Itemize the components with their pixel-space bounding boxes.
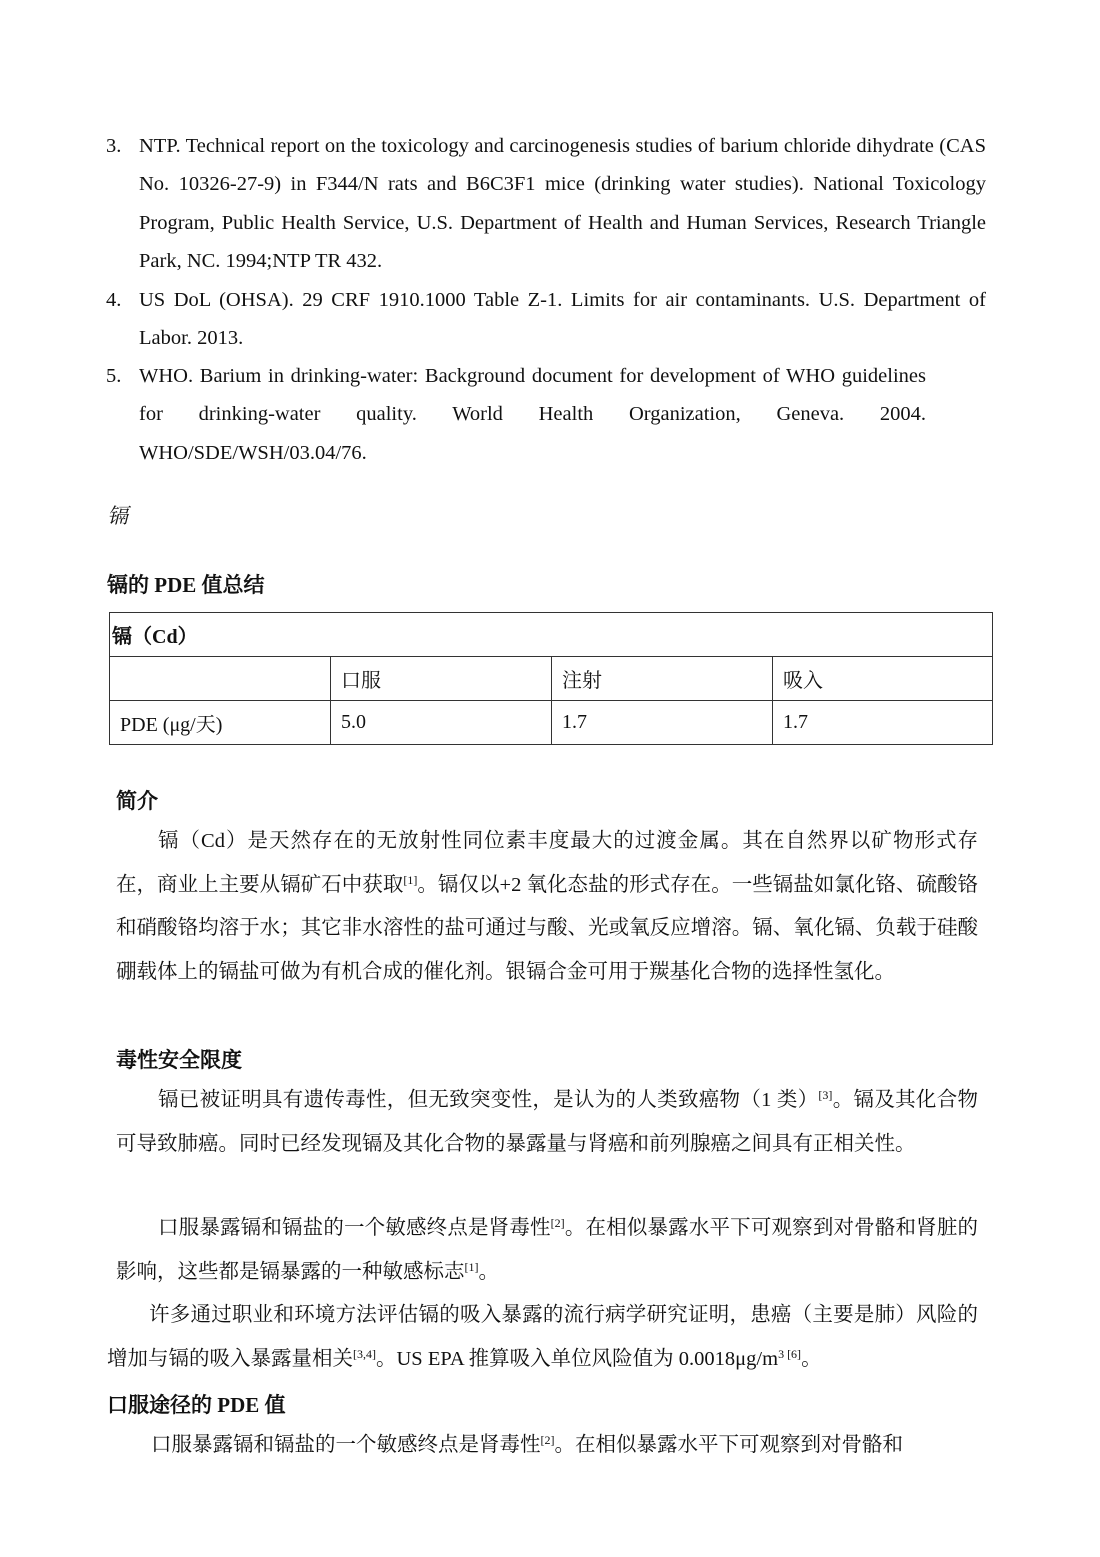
- toxicity-text: 。: [478, 1260, 499, 1283]
- pde-summary-title: 镉的 PDE 值总结: [107, 573, 265, 597]
- reference-item: [106, 281, 986, 358]
- element-heading: 镉: [107, 504, 128, 528]
- unit-superscript: 3: [778, 1346, 785, 1361]
- table-cell: 5.0: [331, 701, 552, 745]
- toxicity-text: 。镉及其化合物可导致肺癌。同时已经发现镉及其化合物的暴露量与肾癌和前列腺癌之间具有正相关性。: [116, 1089, 979, 1155]
- reference-text: WHO. Barium in drinking-water: Background document for development of WHO guidelines for drinking-water quality. World Health Organization, Geneva. 2004. WHO/SDE/WSH/03.04/76.: [139, 365, 926, 464]
- reference-text: US DoL (OHSA). 29 CRF 1910.1000 Table Z-1. Limits for air contaminants. U.S. Department of Labor. 2013.: [139, 289, 986, 350]
- reference-number: 4.: [106, 289, 122, 311]
- table-column-header: 注射: [552, 657, 773, 701]
- citation: [1]: [464, 1259, 479, 1274]
- toxicity-text: 镉已被证明具有遗传毒性，但无致突变性，是认为的人类致癌物（1 类）: [158, 1089, 819, 1111]
- table-cell: [110, 657, 331, 701]
- table-cell: 1.7: [773, 701, 993, 745]
- oral-pde-title: 口服途径的 PDE 值: [107, 1393, 286, 1417]
- table-row-label: PDE (μg/天): [110, 701, 331, 745]
- toxicity-paragraph: [116, 1207, 978, 1294]
- intro-title: 简介: [116, 789, 158, 813]
- toxicity-text: 许多通过职业和环境方法评估镉的吸入暴露的流行病学研究证明，患癌（主要是肺）风险的增加与镉的吸入暴露量相关: [107, 1304, 978, 1370]
- reference-text: NTP. Technical report on the toxicology and carcinogenesis studies of barium chloride dihydrate (CAS No. 10326-27-9) in F344/N rats and B6C3F1 mice (drinking water studies). National Toxicology Program, Public Health Service, U.S. Department of Health and Human Services, Research Triangle Park, NC. 1994;NTP TR 432.: [139, 135, 986, 272]
- citation: [1]: [403, 872, 418, 887]
- intro-text: 。镉仅以+2 氧化态盐的形式存在。一些镉盐如氯化铬、硫酸铬和硝酸铬均溶于水；其它非水溶性的盐可通过与酸、光或氧反应增溶。镉、氧化镉、负载于硅酸硼载体上的镉盐可做为有机合成的催化剂。银镉合金可用于羰基化合物的选择性氢化。: [116, 873, 979, 983]
- reference-number: 3.: [106, 135, 122, 157]
- table-cell: 1.7: [552, 701, 773, 745]
- reference-number: 5.: [106, 365, 122, 387]
- table-element-cell: [110, 613, 993, 657]
- toxicity-paragraph: [116, 1079, 978, 1166]
- toxicity-paragraph: [107, 1294, 978, 1381]
- toxicity-text: 。在相似暴露水平下可观察到对骨骼和肾脏的影响，这些都是镉暴露的一种敏感标志: [116, 1217, 979, 1283]
- oral-paragraph: [107, 1424, 987, 1468]
- oral-text: 。在相似暴露水平下可观察到对骨骼和: [554, 1434, 903, 1456]
- citation: [6]: [784, 1346, 802, 1361]
- table-column-header: 口服: [331, 657, 552, 701]
- citation: [2]: [550, 1216, 565, 1230]
- table-element-name: 镉（Cd）: [112, 626, 198, 648]
- toxicity-title: 毒性安全限度: [116, 1048, 242, 1072]
- citation: [3,4]: [353, 1346, 376, 1361]
- toxicity-text: 。US EPA 推算吸入单位风险值为 0.0018μg/m: [376, 1347, 779, 1370]
- oral-text: 口服暴露镉和镉盐的一个敏感终点是肾毒性: [151, 1434, 541, 1456]
- toxicity-text: 。: [801, 1347, 822, 1370]
- reference-item: [106, 127, 986, 280]
- table-row: [110, 657, 993, 701]
- table-column-header: 吸入: [773, 657, 993, 701]
- reference-item: [106, 357, 926, 472]
- intro-text: 镉（Cd）是天然存在的无放射性同位素丰度最大的过渡金属。其在自然界以矿物形式存在，商业上主要从镉矿石中获取: [116, 830, 978, 896]
- pde-table: [109, 612, 993, 745]
- table-row: [110, 613, 993, 657]
- citation: [3]: [818, 1088, 833, 1102]
- intro-paragraph: [116, 820, 978, 994]
- citation: [2]: [540, 1433, 555, 1447]
- table-row: [110, 701, 993, 745]
- toxicity-text: 口服暴露镉和镉盐的一个敏感终点是肾毒性: [158, 1217, 551, 1239]
